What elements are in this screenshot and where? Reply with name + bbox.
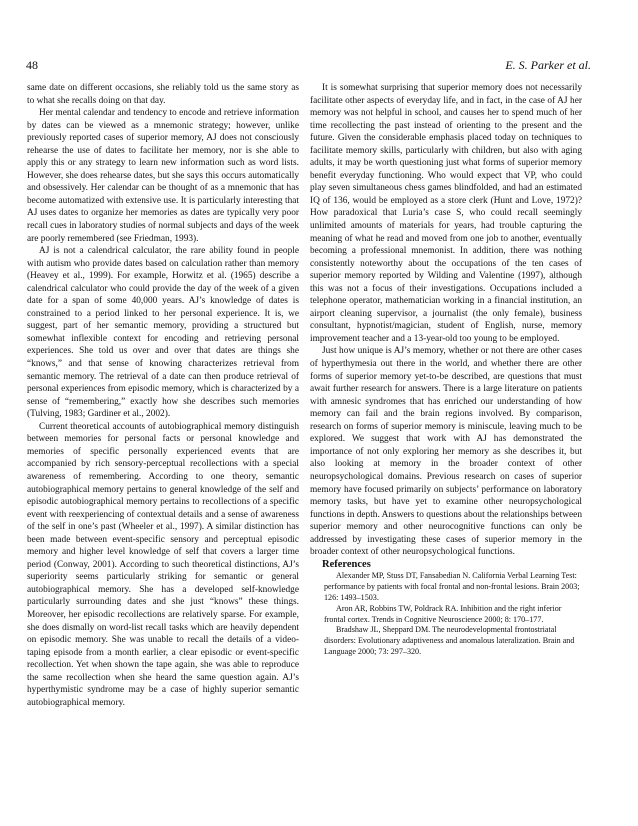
references-heading: References [322,558,371,570]
paragraph: Current theoretical accounts of autobiographical memory distinguish between memories for personal facts or personal knowledge and memories of specific personally experienced events that are accompanied by rich sensory-perceptual recollections with a special awareness of remembering. According to one theory, semantic autobiographical memory pertains to general knowledge of the self and episodic autobiographical memory pertains to recollections of a specific event with reexperiencing of contextual details and a sense of awareness of the self in one’s past (Wheeler et al., 1997). A similar distinction has been made between event-specific sensory and perceptual episodic memory and higher level knowledge of self that covers a larger time period (Conway, 2001). According to such theoretical distinctions, AJ’s superiority seems particularly striking for semantic or general autobiographical memory. She has a developed self-knowledge particularly surrounding dates and she just “knows” these things. Moreover, her episodic recollections are relatively sparse. For example, she does dismally on word-list recall tasks which are heavily dependent on episodic memory. She was unable to recall the details of a video-taping episode from a month earlier, a clear episodic or event-specific recollection. Yet when shown the tape again, she was able to reproduce the same recollection when she heard the same question again. AJ’s hyperthymistic syndrome may be a case of highly superior semantic autobiographical memory. [27,421,299,708]
page-number: 48 [26,58,38,72]
reference-item: Bradshaw JL, Sheppard DM. The neurodevelopmental frontostriatal disorders: Evolutionary adaptiveness and anomalous lateralization. Brain and Language 2000; 73: 297–320. [324,625,575,656]
right-column [310,82,582,658]
reference-item: Alexander MP, Stuss DT, Fansabedian N. California Verbal Learning Test: performance by patients with focal frontal and non-frontal lesions. Brain 2003; 126: 1493–1503. [324,571,580,602]
running-header-authors: E. S. Parker et al. [505,58,591,72]
reference-item: Aron AR, Robbins TW, Poldrack RA. Inhibition and the right inferior frontal cortex. Trends in Cognitive Neuroscience 2000; 8: 170–177. [324,603,562,624]
paragraph: Her mental calendar and tendency to encode and retrieve information by dates can be viewed as a mnemonic strategy; however, unlike previously reported cases of superior memory, AJ does not consciously rehearse the use of dates to facilitate her memory, nor is she able to apply this or any strategy to learn new information such as word lists. However, she does rehearse dates, but she says this occurs automatically and obsessively. Her calendar can be thought of as a mnemonic that has become automatized with extensive use. It is particularly interesting that AJ uses dates to organize her memories as dates are typically very poor recall cues in laboratory studies of normal subjects and days of the week are poorly remembered (see Friedman, 1993). [27,108,299,244]
paragraph: Just how unique is AJ’s memory, whether or not there are other cases of hyperthymesia out there in the world, and whether there are other forms of superior memory yet-to-be described, are questions that must await further research for answers. There is a large literature on patients with amnesic syndromes that has enriched our understanding of how memory can fail and the brain regions involved. By comparison, research on forms of superior memory is miniscule, leaving much to be explored. We suggest that work with AJ has demonstrated the importance of not only exploring her memory as she describes it, but also looking at memory in the broader context of other neuropsychological domains. Previous research on cases of superior memory have focused primarily on subjects’ performance on laboratory memory tasks, but have yet to examine other neuropsychological functions in depth. Answers to questions about the relationships between superior memory and other neurocognitive functions can only be addressed by investigating these cases of superior memory in the broader context of other neuropsychological functions. [310,346,582,558]
left-column [27,82,299,709]
paragraph: It is somewhat surprising that superior memory does not necessarily facilitate other aspects of everyday life, and in fact, in the case of AJ her memory was not helpful in school, and causes her to spend much of her time recollecting the past instead of orienting to the present and the future. Given the considerable emphasis placed today on techniques to facilitate memory skills, particularly with children, but also with aging adults, it may be worth questioning just what forms of superior memory benefit everyday functioning. Who would expect that VP, who could play seven simultaneous chess games blindfolded, and had an estimated IQ of 136, would be employed as a store clerk (Hunt and Love, 1972)? How paradoxical that Luria’s case S, who could recall seemingly unlimited amounts of materials for years, had trouble capturing the meaning of what he read and moved from one job to another, eventually becoming a professional mnemonist. In addition, there was nothing consistently noteworthy about the occupations of the ten cases of superior memory reported by Wilding and Valentine (1997), although this was not a focus of their investigations. Occupations included a telephone operator, mathematician working in a financial institution, an airport cleaning supervisor, a journalist (the only female), business consultant, hypnotist/magician, student of English, nurse, memory improvement teacher and a 13-year-old too young to be employed. [310,83,582,344]
paragraph: same date on different occasions, she reliably told us the same story as to what she recalls doing on that day. [27,83,299,106]
paragraph: AJ is not a calendrical calculator, the rare ability found in people with autism who provide dates based on calculation rather than memory (Heavey et al., 1999). For example, Horwitz et al. (1965) describe a calendrical calculator who could provide the day of the week of a given date for a span of some 40,000 years. AJ’s knowledge of dates is constrained to a period linked to her personal experience. It is, we suggest, part of her semantic memory, providing a structured but somewhat inflexible context for encoding and retrieving personal experiences. She told us over and over that dates are things she “knows,” and that sense of knowing characterizes retrieval from semantic memory. The retrieval of a date can then produce retrieval of personal experiences from episodic memory, which is characterized by a sense of “remembering,” exactly how she describes such memories (Tulving, 1983; Gardiner et al., 2002). [27,246,299,420]
